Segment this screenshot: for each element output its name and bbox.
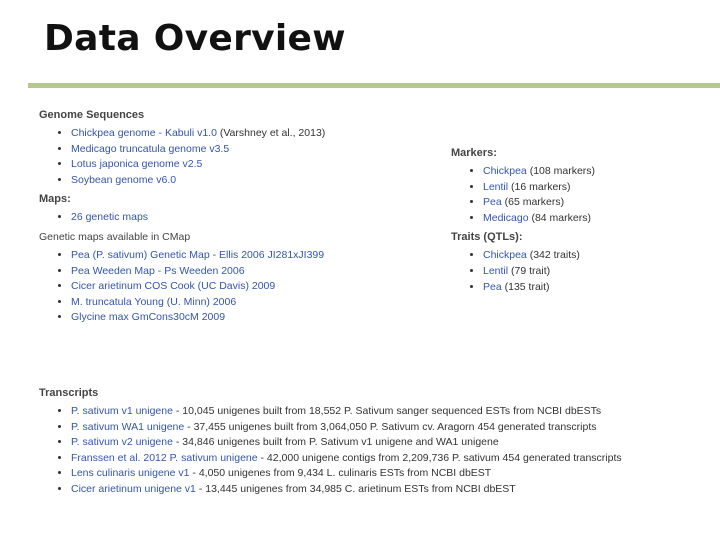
- markers-list: [451, 164, 681, 226]
- cmap-heading: Genetic maps available in CMap: [39, 230, 191, 243]
- cmap-section: [39, 230, 439, 326]
- traits-section: [451, 230, 681, 295]
- left-column: [39, 108, 439, 330]
- list-item-text: - 13,445 unigenes from 34,985 C. arietinum ESTs from NCBI dbEST: [195, 482, 516, 495]
- genome-link[interactable]: Lotus japonica genome v2.5: [71, 158, 203, 171]
- list-item-text: (16 markers): [508, 180, 571, 193]
- list-item: [483, 195, 681, 211]
- markers-section: [451, 146, 681, 226]
- traits-link[interactable]: Chickpea: [483, 249, 527, 262]
- list-item: [71, 264, 439, 280]
- list-item: [71, 466, 679, 482]
- traits-list: [451, 248, 681, 295]
- maps-link[interactable]: 26 genetic maps: [71, 211, 149, 224]
- list-item: [71, 295, 439, 311]
- list-item: [71, 404, 679, 420]
- list-item-text: (79 trait): [508, 264, 551, 277]
- list-item: [483, 164, 681, 180]
- transcript-link[interactable]: P. sativum v2 unigene: [71, 436, 173, 449]
- list-item: [483, 248, 681, 264]
- list-item: [71, 157, 439, 173]
- list-item: [71, 210, 439, 226]
- list-item-text: - 4,050 unigenes from 9,434 L. culinaris ESTs from NCBI dbEST: [189, 467, 492, 480]
- list-item-text: - 42,000 unigene contigs from 2,209,736 P. sativum 454 generated transcripts: [257, 451, 622, 464]
- transcript-link[interactable]: Franssen et al. 2012 P. sativum unigene: [71, 451, 258, 464]
- list-item: [71, 126, 439, 142]
- markers-link[interactable]: Pea: [483, 196, 502, 209]
- traits-link[interactable]: Pea: [483, 280, 502, 293]
- markers-heading: Markers:: [451, 147, 497, 159]
- transcript-link[interactable]: P. sativum v1 unigene: [71, 405, 173, 417]
- maps-list: [39, 210, 439, 226]
- list-item: [483, 211, 681, 227]
- slide-title: Data Overview: [44, 18, 346, 59]
- list-item-text: (65 markers): [501, 196, 565, 209]
- list-item: [71, 310, 439, 326]
- list-item: [71, 142, 439, 158]
- cmap-link[interactable]: M. truncatula Young (U. Minn) 2006: [71, 295, 237, 308]
- maps-section: [39, 192, 439, 226]
- genome-heading: Genome Sequences: [39, 109, 145, 121]
- transcript-link[interactable]: P. sativum WA1 unigene: [71, 420, 185, 433]
- transcripts-list: [39, 404, 679, 498]
- markers-link[interactable]: Medicago: [483, 211, 529, 224]
- list-item-text: - 10,045 unigenes built from 18,552 P. Sativum sanger sequenced ESTs from NCBI dbESTs: [172, 405, 602, 417]
- list-item-text: - 34,846 unigenes built from P. Sativum v1 unigene and WA1 unigene: [172, 436, 499, 449]
- genome-link[interactable]: Chickpea genome - Kabuli v1.0: [71, 127, 217, 139]
- title-divider: [28, 83, 720, 88]
- list-item: [71, 420, 679, 436]
- genome-section: [39, 108, 439, 188]
- list-item-text: (108 markers): [526, 165, 596, 177]
- genome-link[interactable]: Soybean genome v6.0: [71, 173, 177, 186]
- traits-link[interactable]: Lentil: [483, 264, 509, 277]
- list-item: [71, 248, 439, 264]
- transcript-link[interactable]: Cicer arietinum unigene v1: [71, 482, 196, 495]
- list-item-text: (Varshney et al., 2013): [216, 127, 326, 139]
- markers-link[interactable]: Lentil: [483, 180, 509, 193]
- list-item-text: (84 markers): [528, 211, 591, 224]
- list-item-text: (135 trait): [501, 280, 550, 293]
- transcripts-heading: Transcripts: [39, 387, 99, 399]
- markers-link[interactable]: Chickpea: [483, 165, 527, 177]
- maps-heading: Maps:: [39, 193, 71, 206]
- list-item: [71, 451, 679, 467]
- list-item: [483, 180, 681, 196]
- list-item: [71, 435, 679, 451]
- list-item-text: (342 traits): [526, 249, 580, 262]
- transcript-link[interactable]: Lens culinaris unigene v1: [71, 467, 190, 480]
- list-item-text: - 37,455 unigenes built from 3,064,050 P. Sativum cv. Aragorn 454 generated transcripts: [184, 420, 597, 433]
- list-item: [483, 280, 681, 296]
- list-item: [483, 264, 681, 280]
- cmap-link[interactable]: Pea (P. sativum) Genetic Map - Ellis 2006 JI281xJI399: [71, 248, 325, 261]
- cmap-list: [39, 248, 439, 326]
- transcripts-section: [39, 386, 679, 502]
- list-item: [71, 173, 439, 189]
- genome-list: [39, 126, 439, 188]
- cmap-link[interactable]: Glycine max GmCons30cM 2009: [71, 311, 226, 324]
- list-item: [71, 482, 679, 498]
- cmap-link[interactable]: Cicer arietinum COS Cook (UC Davis) 2009: [71, 280, 276, 293]
- right-column: [451, 146, 681, 299]
- traits-heading: Traits (QTLs):: [451, 231, 523, 244]
- genome-link[interactable]: Medicago truncatula genome v3.5: [71, 142, 230, 155]
- cmap-link[interactable]: Pea Weeden Map - Ps Weeden 2006: [71, 264, 245, 277]
- list-item: [71, 279, 439, 295]
